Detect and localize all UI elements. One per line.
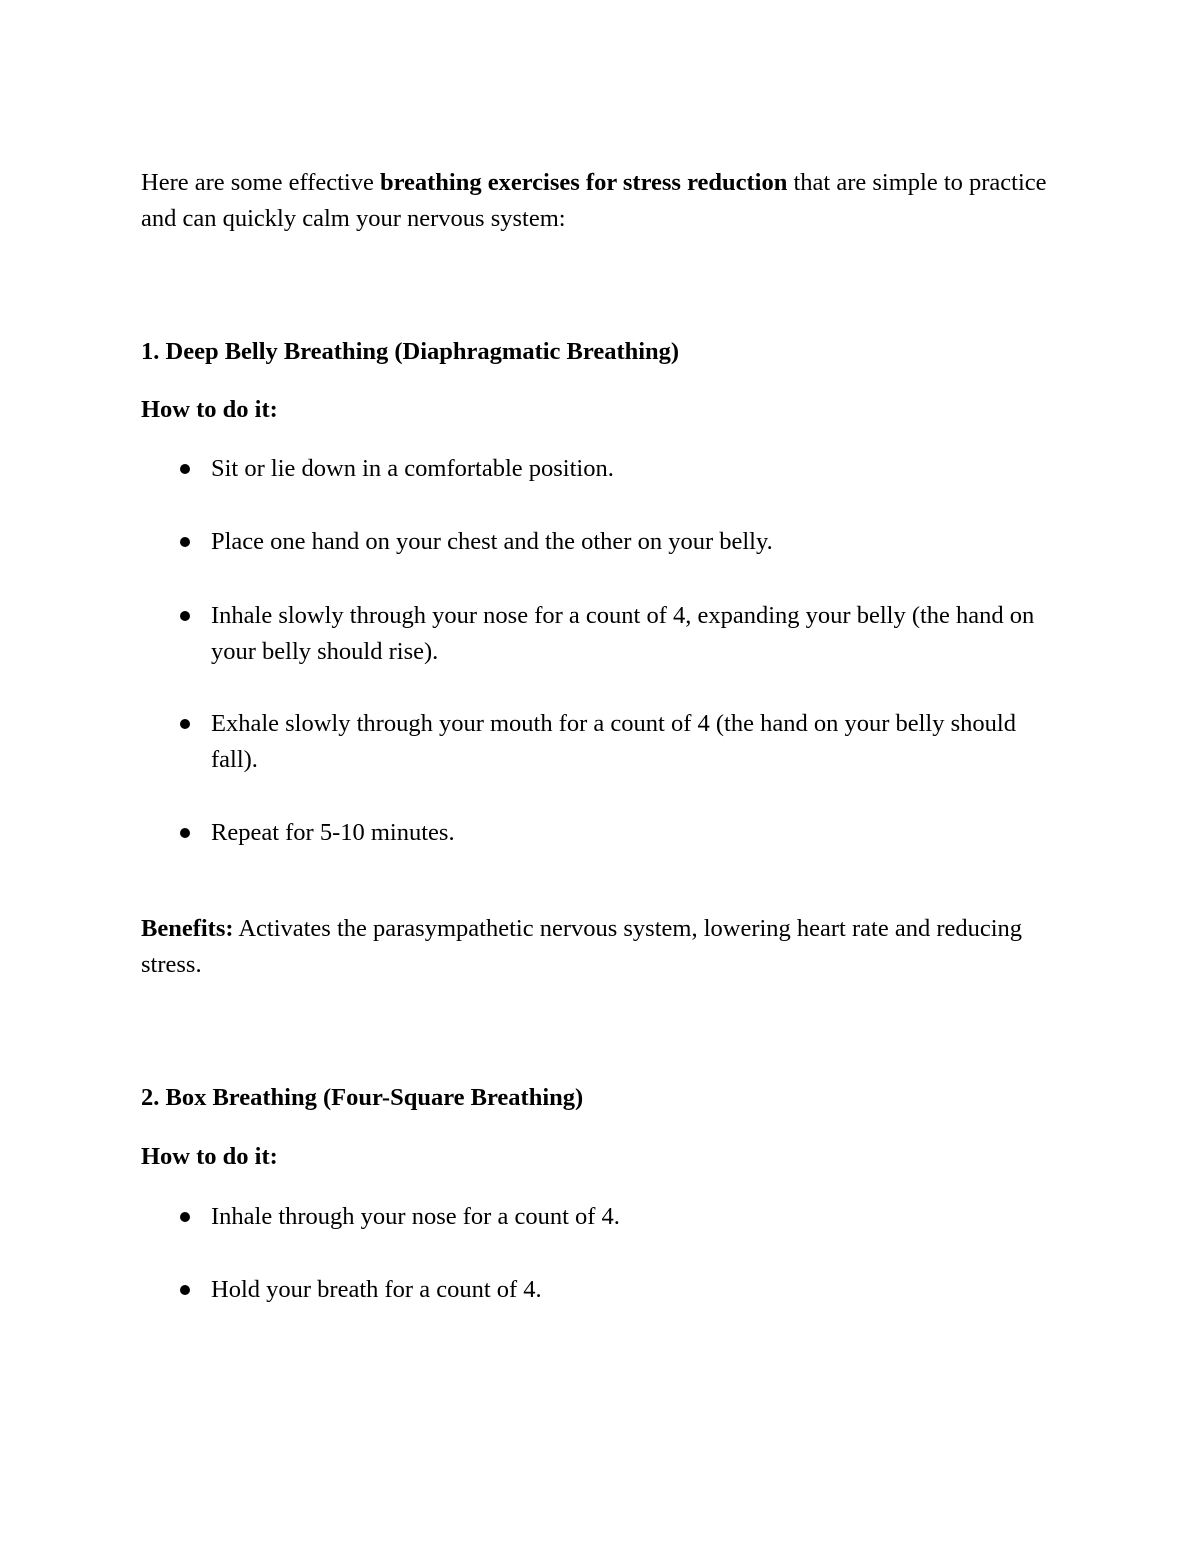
intro-prefix: Here are some effective	[141, 169, 380, 196]
list-item	[141, 706, 1051, 778]
section-heading-deep-belly-breathing: 1. Deep Belly Breathing (Diaphragmatic Breathing)	[141, 338, 680, 365]
list-item-text: Exhale slowly through your mouth for a count of 4 (the hand on your belly should fall).	[211, 710, 1016, 773]
list-item	[141, 451, 1051, 487]
bullet-icon	[180, 719, 190, 729]
section-1-howto-label: How to do it:	[141, 396, 278, 423]
benefits-label: Benefits:	[141, 915, 234, 942]
bullet-icon	[180, 611, 190, 621]
intro-bold-phrase: breathing exercises for stress reduction	[379, 169, 788, 196]
benefits-text: Activates the parasympathetic nervous system, lowering heart rate and reducing stress.	[141, 915, 1023, 978]
bullet-icon	[180, 828, 190, 838]
bullet-icon	[180, 1212, 190, 1222]
bullet-icon	[180, 537, 190, 547]
intro-paragraph	[141, 165, 1051, 237]
list-item-text: Place one hand on your chest and the other on your belly.	[211, 528, 773, 555]
list-item	[141, 524, 1051, 560]
list-item	[141, 815, 1051, 851]
bullet-icon	[180, 464, 190, 474]
section-heading-box-breathing: 2. Box Breathing (Four-Square Breathing)	[141, 1084, 584, 1111]
list-item-text: Sit or lie down in a comfortable position.	[211, 455, 614, 482]
section-2-howto-label: How to do it:	[141, 1143, 278, 1170]
list-item	[141, 1199, 1051, 1235]
list-item	[141, 1272, 1051, 1308]
list-item-text: Hold your breath for a count of 4.	[211, 1276, 542, 1303]
bullet-icon	[180, 1285, 190, 1295]
intro-suffix: that are simple to practice and can quickly calm your nervous system:	[141, 169, 1047, 232]
list-item-text: Inhale slowly through your nose for a count of 4, expanding your belly (the hand on your belly should rise).	[211, 602, 1035, 665]
benefits-paragraph	[141, 911, 1051, 983]
list-item-text: Repeat for 5-10 minutes.	[211, 819, 455, 846]
list-item	[141, 598, 1051, 670]
list-item-text: Inhale through your nose for a count of 4.	[211, 1203, 620, 1230]
